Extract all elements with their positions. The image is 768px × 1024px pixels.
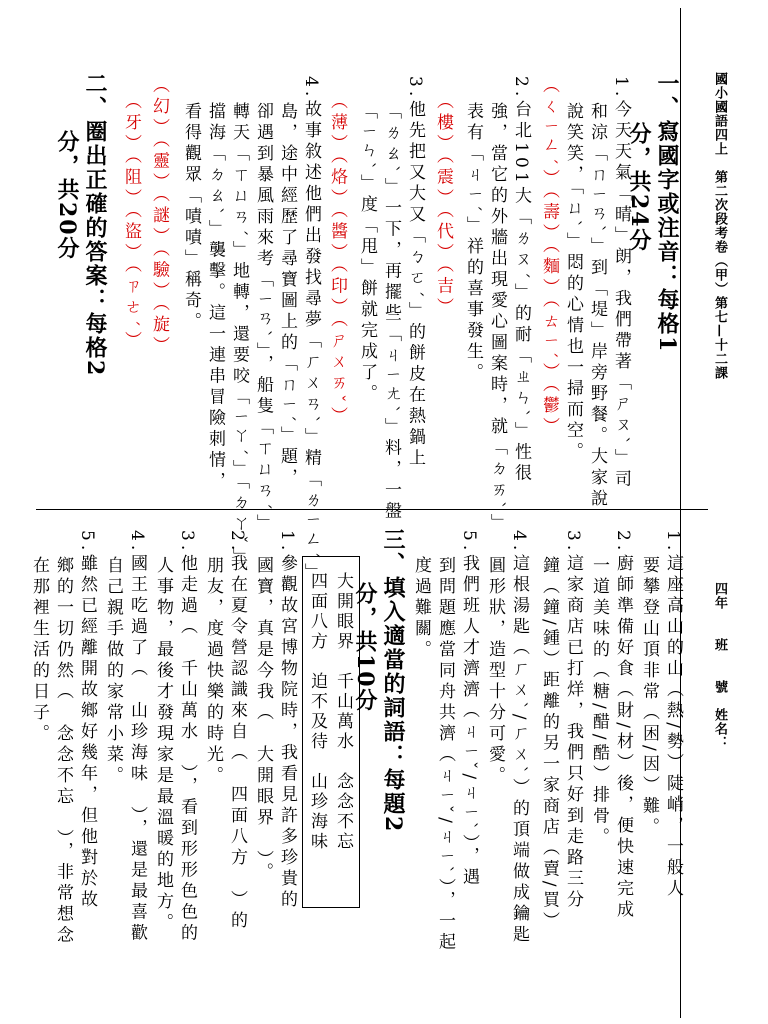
s1-q4-line-5: 擋海「ㄉㄠˋ」襲擊。這一連串冒險刺情， <box>205 102 225 493</box>
s1-q1-line-2: 和涼「ㄇㄧㄢˋ」到「堤」岸旁野餐。大家說 <box>587 102 607 511</box>
s2-q2-line-1: 2.廚師準備好食（財∕材）後，便快速完成 <box>613 530 633 921</box>
answer: （麵） <box>539 244 559 300</box>
word-bank-col-1 <box>332 572 354 852</box>
s1-q1-line-3: 說笑笑，「ㄩˋ」悶的心情也一掃而空。 <box>563 102 583 463</box>
s2-q5-line-2: 到問題應當同舟共濟（ㄐㄧˇ∕ㄐㄧˋ），一起 <box>435 556 455 954</box>
s1-q2-line-3: 表有「ㄐㄧˊ」祥的喜事發生。 <box>463 102 483 385</box>
s1-q3-answers <box>326 92 348 428</box>
answer: （ㄕㄨㄞˇ） <box>327 318 347 428</box>
answer: （牙） <box>121 92 141 155</box>
s3-q5-line-2: 鄉的一切仍然（ 念念不忘 ），非常想念 <box>53 556 73 947</box>
answer: （薄） <box>327 92 347 155</box>
answer: （鬱） <box>539 383 559 439</box>
answer: （ㄑㄧㄥˊ） <box>539 76 559 191</box>
s2-q1-line-2: 要攀登山頂非常（困∕因）難。 <box>639 556 659 839</box>
s1-q4-line-2: 島，途中經歷了尋寶圖上的「ㄇㄧˊ」題， <box>277 102 297 490</box>
word-bank-item: 念念不忘 <box>333 772 353 852</box>
s1-q3-line-3: 「ㄧㄣˋ」度「甩」餅就完成了。 <box>357 102 377 406</box>
s3-q3-line-2: 人事物，最後才發現家是最溫暖的地方。 <box>153 556 173 934</box>
answer: （壽） <box>539 190 559 245</box>
s2-q3-line-2: 鐘（鐘∕鍾）距離的另一家商店（賣∕買） <box>539 556 559 933</box>
exam-title: 國小國語四上 第二次段考卷（甲）第七—十二課 <box>712 72 727 380</box>
s1-q2-answers <box>432 92 454 319</box>
section1-heading-2: 分，共24分 <box>626 122 652 253</box>
answer: （吉） <box>433 264 453 319</box>
s1-q4-answers-1 <box>148 76 170 357</box>
s1-q4-line-6: 看得觀眾「嘖嘖」稱奇。 <box>181 102 201 333</box>
section1-heading: 一、寫國字或注音：每格1 <box>654 72 680 354</box>
s1-q1-line-1: 1.今天天氣「晴」朗，我們帶著「ㄕㄡˋ」司 <box>611 76 631 491</box>
s1-q2-line-2: 強，當它的外牆出現愛心圖案時，就「ㄉㄞˋ」 <box>487 102 507 535</box>
word-bank-item: 四面八方 <box>307 572 327 652</box>
s3-q5-line-3: 在那裡生活的日子。 <box>29 556 49 745</box>
s3-q1-line-1: 1.參觀故宮博物院時，我看見許多珍貴的 <box>277 530 297 912</box>
answer: （代） <box>433 209 453 264</box>
half-divider <box>36 509 708 510</box>
word-bank-col-2 <box>306 572 328 852</box>
answer: （驗） <box>149 248 169 303</box>
s3-q5-line-1: 5.雖然已經離開故鄉好幾年，但他對於故 <box>77 530 97 912</box>
s1-q2-line-1: 2.台北101大「ㄌㄡˊ」的耐「ㄓㄣˋ」性很 <box>511 76 531 485</box>
s3-q2-line-1: 2.我在夏令營認識來自（ 四面八方 ）的 <box>227 530 247 933</box>
answer: （樓） <box>433 92 453 155</box>
answer: （旋） <box>149 302 169 357</box>
answer: （ㄗㄜˊ） <box>121 264 141 352</box>
s1-q3-line-2: 「ㄌㄠˋ」一下，再擺些「ㄐㄧㄤˋ」料，一盤 <box>381 102 401 523</box>
s2-q1-line-1: 1.這座高山的山（熱∕勢）陡峭，一般人 <box>663 530 683 900</box>
word-bank-item: 迫不及待 <box>307 672 327 752</box>
s1-q1-answers <box>538 76 560 438</box>
answer: （印） <box>327 264 347 319</box>
answer: （幻） <box>149 76 169 139</box>
answer: （阻） <box>121 155 141 210</box>
s2-q5-line-3: 度過難關。 <box>411 556 431 661</box>
s2-q3-line-1: 3.這家商店已打烊，我們只好到走路三分 <box>563 530 583 912</box>
section3-heading-2: 分，共10分 <box>352 582 378 713</box>
section2-heading: 二、圈出正確的答案：每格2 <box>82 72 108 378</box>
answer: （醬） <box>327 209 347 264</box>
word-bank-item: 大開眼界 <box>333 572 353 652</box>
answer: （ㄊㄧˊ） <box>539 299 559 384</box>
answer: （烙） <box>327 155 347 210</box>
answer: （靈） <box>149 139 169 194</box>
s1-q4-line-1: 4.故事敘述他們出發找尋夢「ㄏㄨㄢˋ」精「ㄌㄧㄥˊ」 <box>301 76 321 584</box>
s1-q4-line-4: 轉天「ㄒㄩㄢˊ」地轉，還要咬「ㄧㄚˊ」「ㄉㄚˇ」 <box>229 102 249 569</box>
section3-heading: 三、填入適當的詞語：每題2 <box>380 528 406 834</box>
s3-q4-line-2: 自己親手做的家常小菜。 <box>103 556 123 787</box>
s3-q1-line-2: 國寶，真是今我（ 大開眼界 ）。 <box>253 556 273 884</box>
s2-q4-line-2: 圓形狀，造型十分可愛。 <box>485 556 505 787</box>
s3-q2-line-2: 朋友，度過快樂的時光。 <box>203 556 223 787</box>
s3-q4-line-1: 4.國王吃過了（ 山珍海味 ），還是最喜歡 <box>127 530 147 945</box>
section2-heading-2: 分，共20分 <box>54 130 80 261</box>
s2-q5-line-1: 5.我們班人才濟濟（ㄐㄧˇ∕ㄐㄧˋ），遇 <box>459 530 479 889</box>
s1-q3-line-1: 3.他先把又大又「ㄅㄛˊ」的餅皮在熱鍋上 <box>405 76 425 470</box>
s1-q4-line-3: 卻遇到暴風雨來考「ㄧㄢˋ」，船隻「ㄒㄩㄢˊ」 <box>253 102 273 536</box>
s1-q4-answers-2 <box>120 92 142 352</box>
s2-q4-line-1: 4.這根湯匙（ㄏㄨˋ∕ㄏㄨˋ）的頂端做成鑰匙 <box>509 530 529 946</box>
word-bank-item: 千山萬水 <box>333 672 353 752</box>
s2-q2-line-2: 一道美味的（糖∕醋∕酷）排骨。 <box>589 556 609 849</box>
word-bank-item: 山珍海味 <box>307 772 327 852</box>
answer: （盜） <box>121 209 141 264</box>
student-info: 四年 班 號 姓名： <box>712 582 727 750</box>
answer: （震） <box>433 155 453 210</box>
s3-q3-line-1: 3.他走過（ 千山萬水 ），看到形形色色的 <box>177 530 197 945</box>
answer: （謎） <box>149 193 169 248</box>
